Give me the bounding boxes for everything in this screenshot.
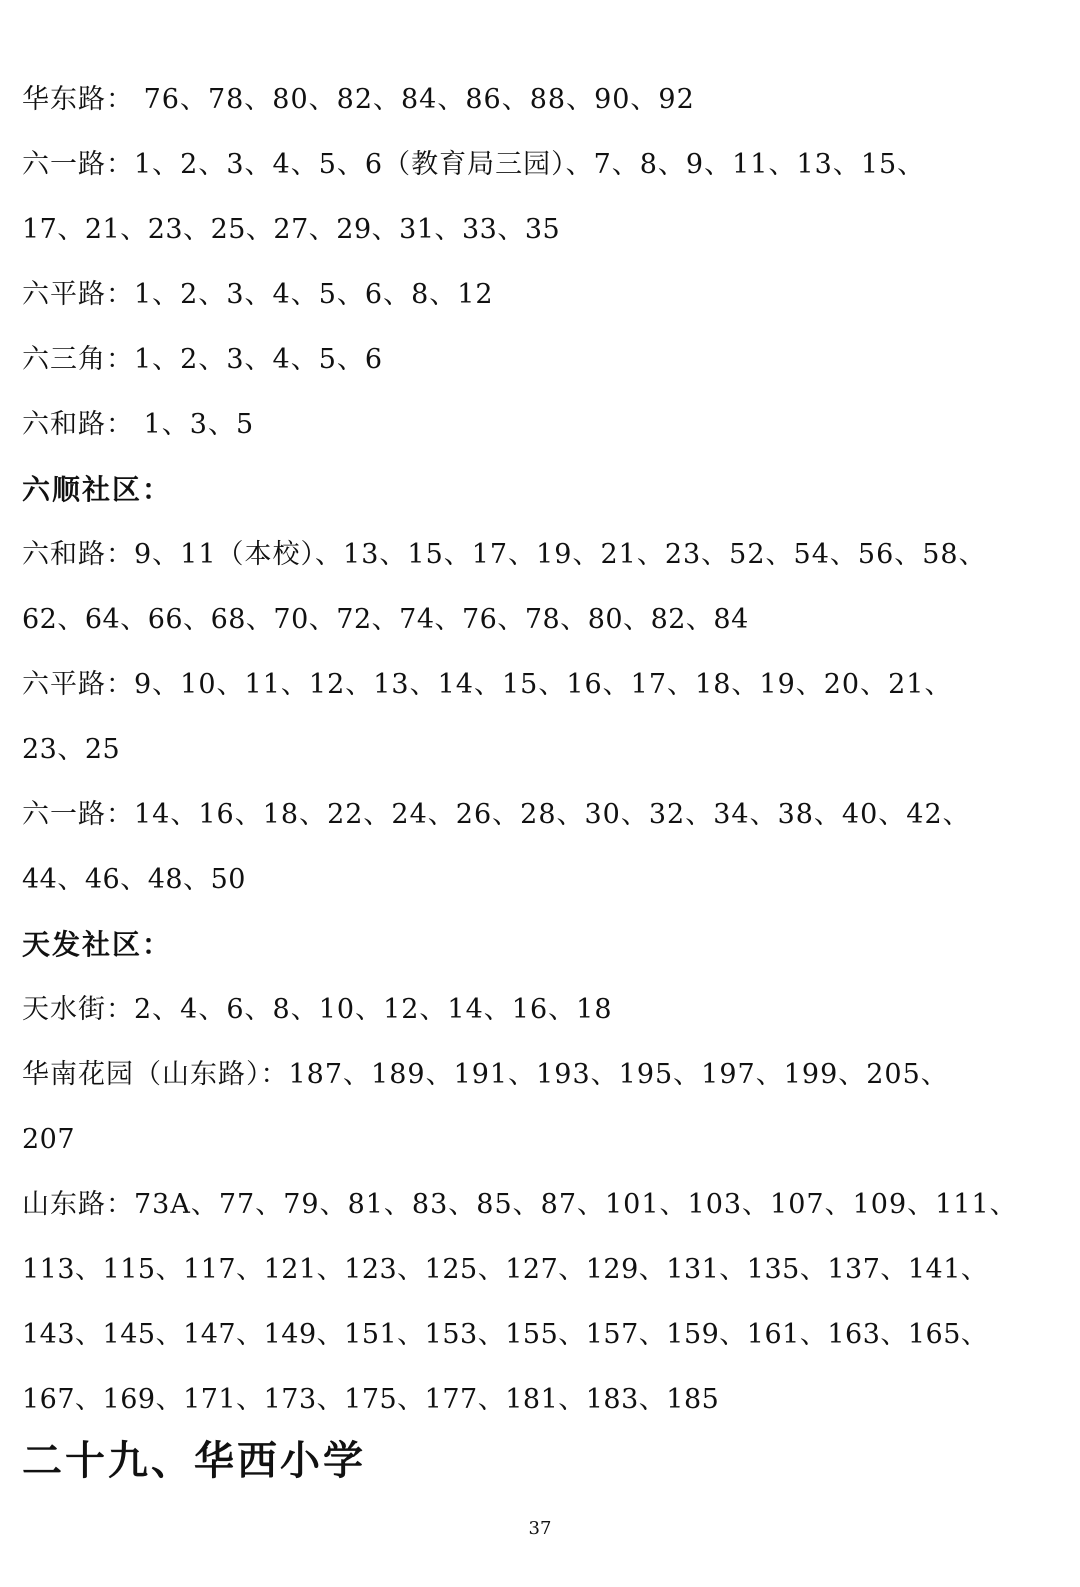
text-line-tianshui-street: 天水街：2、4、6、8、10、12、14、16、18 [22,994,613,1025]
text-line-liushun-liuyi-road-cont: 44、46、48、50 [22,864,246,895]
text-line-huanan-garden: 华南花园（山东路）：187、189、191、193、195、197、199、205、 [22,1059,949,1090]
text-line-liushun-liuping-road-cont: 23、25 [22,734,121,765]
section-heading-liushun: 六顺社区： [22,473,173,506]
text-line-shandong-road: 山东路：73A、77、79、81、83、85、87、101、103、107、109、111、 [22,1189,1018,1220]
section-heading-tianfa: 天发社区： [22,928,173,961]
text-line-liushun-liuhe-road: 六和路：9、11（本校）、13、15、17、19、21、23、52、54、56、58、 [22,539,987,570]
text-line-liushun-liuhe-road-cont: 62、64、66、68、70、72、74、76、78、80、82、84 [22,604,749,635]
text-line-liuyi-road-cont: 17、21、23、25、27、29、31、33、35 [22,214,561,245]
text-line-shandong-road-cont-3: 167、169、171、173、175、177、181、183、185 [22,1384,720,1415]
text-line-liushun-liuyi-road: 六一路：14、16、18、22、24、26、28、30、32、34、38、40、42、 [22,799,971,830]
text-line-huadong-road: 华东路： 76、78、80、82、84、86、88、90、92 [22,84,695,115]
text-line-huanan-garden-cont: 207 [22,1124,76,1155]
page-number: 37 [528,1518,552,1539]
chapter-heading-huaxi-school: 二十九、华西小学 [22,1438,366,1484]
text-line-shandong-road-cont-2: 143、145、147、149、151、153、155、157、159、161、163、165、 [22,1319,989,1350]
text-line-liuyi-road: 六一路：1、2、3、4、5、6（教育局三园）、7、8、9、11、13、15、 [22,149,926,180]
text-line-liuhe-road: 六和路： 1、3、5 [22,409,255,440]
text-line-liushun-liuping-road: 六平路：9、10、11、12、13、14、15、16、17、18、19、20、21、 [22,669,953,700]
text-line-liuping-road: 六平路：1、2、3、4、5、6、8、12 [22,279,494,310]
text-line-liusanjiao: 六三角：1、2、3、4、5、6 [22,344,384,375]
text-line-shandong-road-cont-1: 113、115、117、121、123、125、127、129、131、135、137、141、 [22,1254,989,1285]
